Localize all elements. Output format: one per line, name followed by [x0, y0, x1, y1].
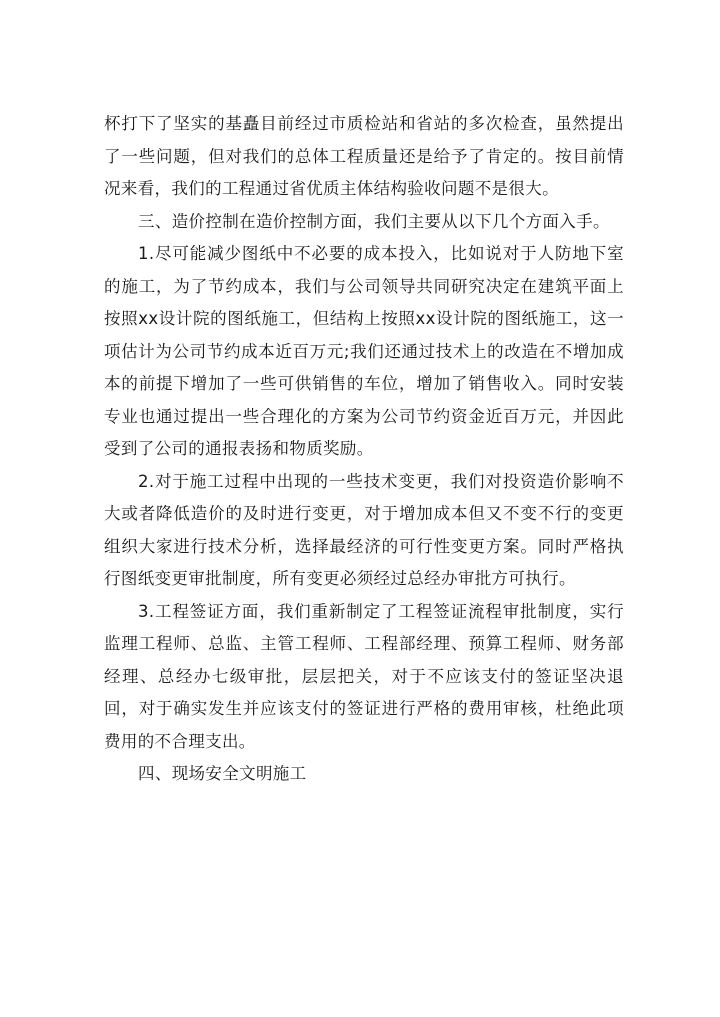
document-body: [104, 108, 624, 791]
list-item-3: 3.工程签证方面，我们重新制定了工程签证流程审批制度，实行监理工程师、总监、主管工程师、工程部经理、预算工程师、财务部经理、总经办七级审批，层层把关，对于不应该支付的签证坚决退回，对于确实发生并应该支付的签证进行严格的费用审核，杜绝此项费用的不合理支出。: [104, 601, 624, 751]
section-heading-site-safety: 四、现场安全文明施工: [138, 764, 307, 783]
list-item-1: 1.尽可能减少图纸中不必要的成本投入，比如说对于人防地下室的施工，为了节约成本，我们与公司领导共同研究决定在建筑平面上按照xx设计院的图纸施工，但结构上按照xx设计院的图纸施工，这一项估计为公司节约成本近百万元;我们还通过技术上的改造在不增加成本的前提下增加了一些可供销售的车位，增加了销售收入。同时安装专业也通过提出一些合理化的方案为公司节约资金近百万元，并因此受到了公司的通报表扬和物质奖励。: [104, 244, 624, 458]
section-heading-cost-control: 三、造价控制在造价控制方面，我们主要从以下几个方面入手。: [138, 211, 610, 231]
list-item-2: 2.对于施工过程中出现的一些技术变更，我们对投资造价影响不大或者降低造价的及时进行变更，对于增加成本但又不变不行的变更组织大家进行技术分析，选择最经济的可行性变更方案。同时严格执行图纸变更审批制度，所有变更必须经过总经办审批方可执行。: [104, 471, 624, 588]
paragraph-continuation: 杯打下了坚实的基矗目前经过市质检站和省站的多次检查，虽然提出了一些问题，但对我们的总体工程质量还是给予了肯定的。按目前情况来看，我们的工程通过省优质主体结构验收问题不是很大。: [104, 114, 624, 198]
